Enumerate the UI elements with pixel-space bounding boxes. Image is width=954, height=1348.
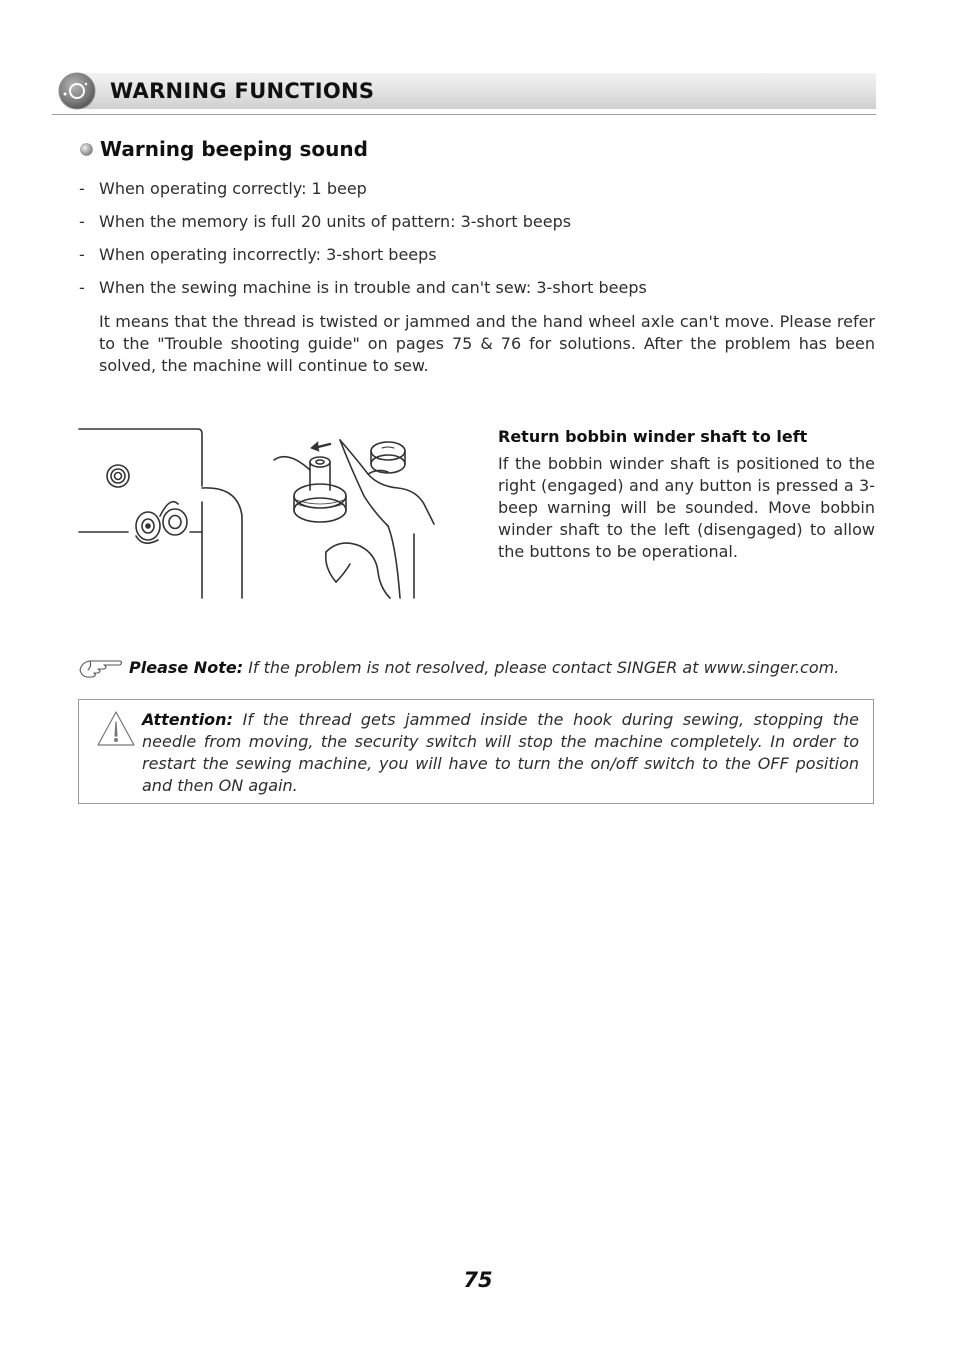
- circle-badge-icon: [52, 72, 102, 110]
- list-dash: -: [79, 179, 85, 198]
- note-text: If the problem is not resolved, please contact SINGER at www.singer.com.: [248, 658, 840, 677]
- bobbin-description: If the bobbin winder shaft is positioned to the right (engaged) and any button is pressed a 3-beep warning will be sounded. Move bobbin winder shaft to the left (disengaged) to allow the buttons to be operational.: [498, 454, 875, 561]
- pointing-hand-icon: [78, 656, 124, 682]
- list-dash: -: [79, 278, 85, 297]
- note-label: Please Note:: [129, 658, 244, 677]
- list-item-text: When the sewing machine is in trouble and can't sew: 3-short beeps: [99, 278, 647, 297]
- warning-triangle-icon: [96, 710, 136, 748]
- gray-bullet-icon: [80, 143, 93, 156]
- header-band: [52, 72, 876, 115]
- attention-box: [78, 699, 874, 804]
- page-number: 75: [463, 1268, 493, 1292]
- attention-text: If the thread gets jammed inside the hook during sewing, stopping the needle from moving, the security switch will stop the machine completely. In order to restart the sewing machine, you will have to turn the on/off switch to the OFF position and then ON again.: [142, 710, 859, 795]
- list-item-text: When the memory is full 20 units of pattern: 3-short beeps: [99, 212, 572, 231]
- list-dash: -: [79, 245, 85, 264]
- list-item-text: When operating incorrectly: 3-short beeps: [99, 245, 437, 264]
- list-dash: -: [79, 212, 85, 231]
- note-line: [129, 657, 889, 679]
- section-heading: Warning beeping sound: [100, 137, 368, 161]
- bobbin-winder-illustration: [78, 426, 440, 600]
- attention-text-block: [142, 709, 859, 797]
- attention-label: Attention:: [142, 710, 233, 729]
- bobbin-heading: Return bobbin winder shaft to left: [498, 427, 808, 446]
- page-title: WARNING FUNCTIONS: [110, 79, 375, 103]
- list-item-text: When operating correctly: 1 beep: [99, 179, 367, 198]
- explanation-paragraph: It means that the thread is twisted or jammed and the hand wheel axle can't move. Please refer to the "Trouble shooting guide" on pages 75 & 76 for solutions. After the problem has been solved, the machine will continue to sew.: [99, 312, 875, 375]
